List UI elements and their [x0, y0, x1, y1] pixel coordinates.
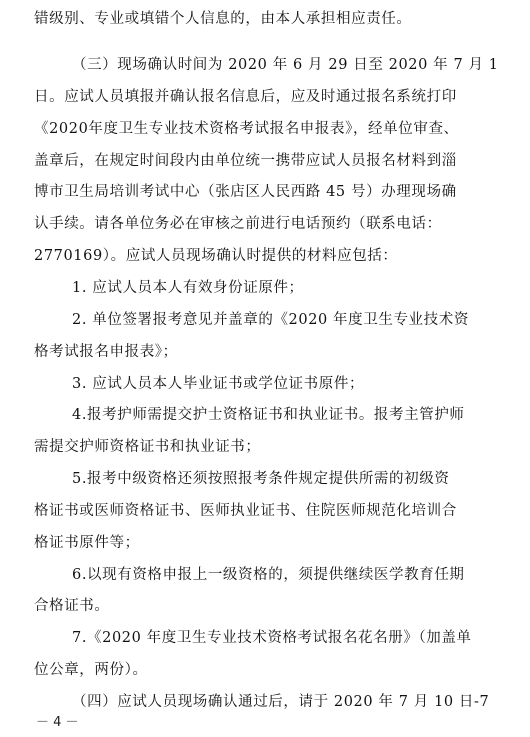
list-item: 1. 应试人员本人有效身份证原件；	[72, 280, 304, 296]
text-line: 格证书原件等；	[34, 535, 140, 551]
text-line: （三）现场确认时间为 2020 年 6 月 29 日至 2020 年 7 月 1	[72, 57, 499, 73]
list-item: 3. 应试人员本人毕业证书或学位证书原件；	[72, 376, 365, 392]
list-item: 7.《2020 年度卫生专业技术资格考试报名花名册》（加盖单	[72, 630, 472, 646]
text-line: 认手续。请各单位务必在审核之前进行电话预约（联系电话：	[34, 216, 442, 232]
list-item: 5.报考中级资格还须按照报考条件规定提供所需的初级资	[72, 471, 450, 487]
text-line: 格考试报名申报表》；	[34, 344, 178, 360]
text-line: 位公章，两份）。	[34, 662, 148, 678]
text-line: 日。应试人员填报并确认报名信息后，应及时通过报名系统打印	[34, 89, 457, 105]
text-line: 2770169）。应试人员现场确认时提供的材料应包括：	[34, 248, 398, 264]
text-line: （四）应试人员现场确认通过后，请于 2020 年 7 月 10 日-7	[72, 694, 490, 710]
text-line: 合格证书。	[34, 598, 110, 614]
page-number: － 4 －	[36, 715, 79, 730]
text-line: 博市卫生局培训考试中心（张店区人民西路 45 号）办理现场确	[34, 184, 457, 200]
list-item: 4.报考护师需提交护士资格证书和执业证书。报考主管护师	[72, 407, 465, 423]
list-item: 2. 单位签署报考意见并盖章的《2020 年度卫生专业技术资	[72, 312, 469, 328]
text-line: 需提交护师资格证书和执业证书；	[34, 439, 261, 455]
text-line: 《2020年度卫生专业技术资格考试报名申报表》，经单位审查、	[34, 121, 459, 137]
text-line: 盖章后，在规定时间段内由单位统一携带应试人员报名材料到淄	[34, 153, 457, 169]
text-line: 格证书或医师资格证书、医师执业证书、住院医师规范化培训合	[34, 503, 457, 519]
text-line: 错级别、专业或填错个人信息的，由本人承担相应责任。	[34, 11, 412, 27]
list-item: 6.以现有资格申报上一级资格的，须提供继续医学教育任期	[72, 567, 465, 583]
